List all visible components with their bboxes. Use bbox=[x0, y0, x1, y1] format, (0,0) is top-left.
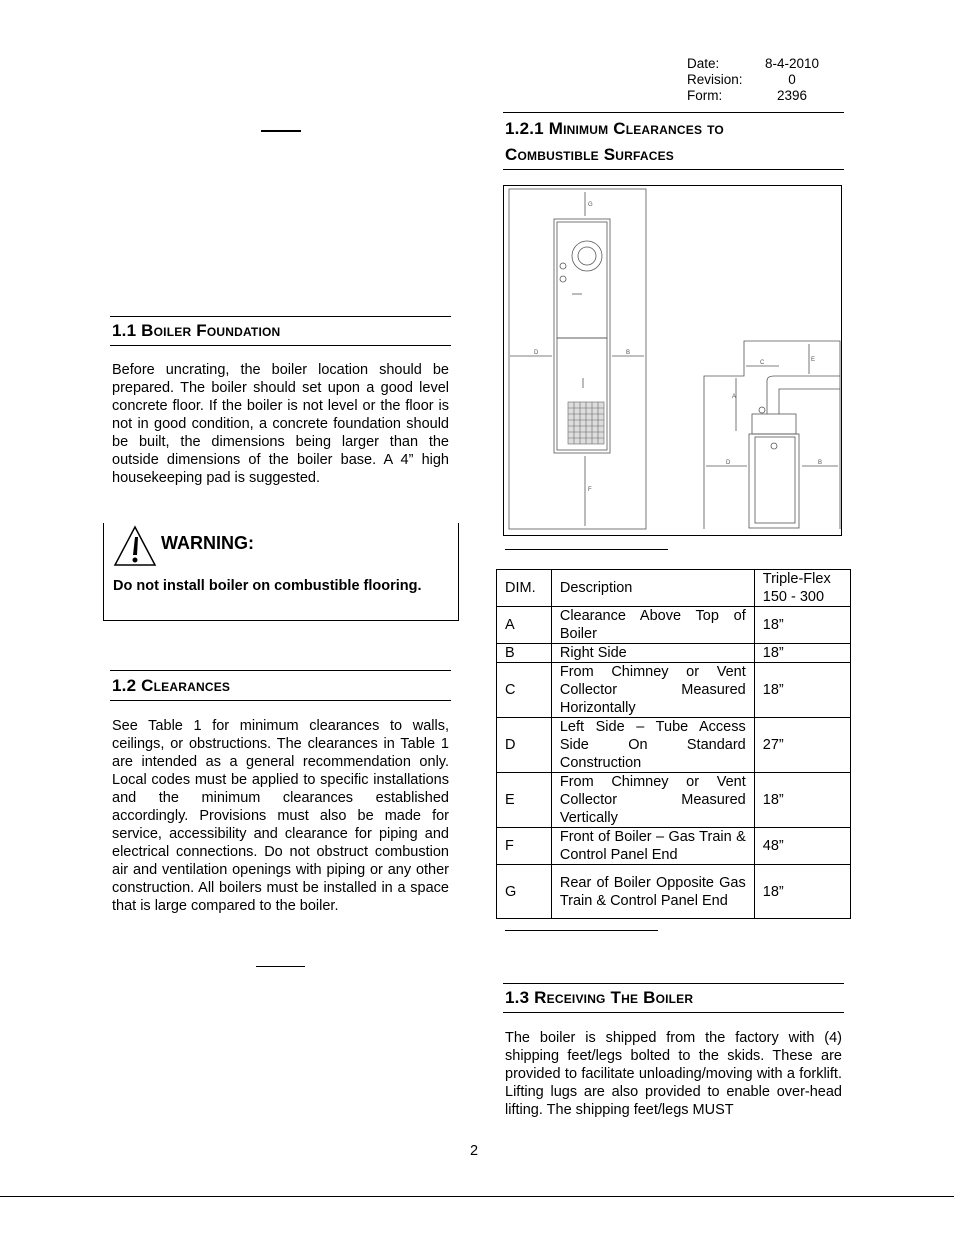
row-description: Clearance Above Top of Boiler bbox=[551, 607, 754, 644]
row-value: 18” bbox=[754, 663, 850, 718]
dim-label-side-a: A bbox=[732, 394, 737, 400]
short-rule-top bbox=[261, 130, 301, 132]
receiving-paragraph: The boiler is shipped from the factory with (4) shipping feet/legs bolted to the skids. These are provided to facilitate unloading/moving with a forklift. Lifting lugs are also provided to enable over-head lifting. The shipping feet/legs MUST bbox=[505, 1030, 842, 1118]
dim-label-side-e: E bbox=[811, 357, 816, 363]
section-rule bbox=[503, 983, 844, 984]
section-rule bbox=[110, 670, 451, 671]
table-row bbox=[497, 644, 851, 663]
row-description: From Chimney or Vent Collector Measured Horizontally bbox=[551, 663, 754, 718]
warning-icon bbox=[113, 525, 157, 567]
dim-label-side-c: C bbox=[760, 360, 765, 366]
row-value: 48” bbox=[754, 828, 850, 865]
section-number: 1.3 bbox=[505, 988, 530, 1007]
table-row bbox=[497, 773, 851, 828]
row-description: Right Side bbox=[551, 644, 754, 663]
table-row bbox=[497, 663, 851, 718]
row-dim: E bbox=[497, 773, 552, 828]
dim-label-side-b: B bbox=[818, 460, 823, 466]
row-value: 18” bbox=[754, 865, 850, 919]
dim-label-front-b: B bbox=[626, 350, 631, 356]
section-rule bbox=[110, 345, 451, 346]
revision-label: Revision: bbox=[687, 72, 743, 87]
clearance-drawing bbox=[504, 186, 841, 535]
table-header-row bbox=[497, 570, 851, 607]
section-title-line1: Minimum Clearances to bbox=[548, 119, 724, 138]
header-dim: DIM. bbox=[497, 570, 552, 607]
row-description: Rear of Boiler Opposite Gas Train & Control Panel End bbox=[551, 865, 754, 919]
short-rule-bottom bbox=[256, 966, 305, 967]
clearance-diagram bbox=[503, 185, 842, 536]
foundation-paragraph: Before uncrating, the boiler location should be prepared. The boiler should set upon a good level concrete floor. If the boiler is not level or the floor is not in good condition, a concrete foundation should be built, the dimensions being larger than the outside dimensions of the boiler base. A 4” high housekeeping pad is suggested. bbox=[112, 362, 449, 486]
dim-label-side-d: D bbox=[726, 460, 731, 466]
footer-rule bbox=[0, 1196, 954, 1197]
section-heading-min-clearances bbox=[505, 116, 724, 168]
row-dim: B bbox=[497, 644, 552, 663]
row-value: 18” bbox=[754, 607, 850, 644]
row-description: Front of Boiler – Gas Train & Control Panel End bbox=[551, 828, 754, 865]
header-model: Triple-Flex 150 - 300 bbox=[754, 570, 850, 607]
table-row bbox=[497, 828, 851, 865]
page-number: 2 bbox=[470, 1143, 479, 1159]
date-label: Date: bbox=[687, 56, 720, 71]
revision-value: 0 bbox=[788, 72, 796, 87]
form-label: Form: bbox=[687, 88, 723, 103]
row-value: 18” bbox=[754, 644, 850, 663]
form-value: 2396 bbox=[776, 88, 808, 103]
section-rule bbox=[503, 169, 844, 170]
row-description: Left Side – Tube Access Side On Standard Construction bbox=[551, 718, 754, 773]
row-value: 18” bbox=[754, 773, 850, 828]
section-rule bbox=[110, 700, 451, 701]
section-number: 1.2 bbox=[112, 676, 137, 695]
warning-text: Do not install boiler on combustible flooring. bbox=[113, 578, 422, 594]
clearance-table bbox=[496, 569, 851, 919]
row-dim: D bbox=[497, 718, 552, 773]
warning-title: WARNING: bbox=[161, 533, 254, 553]
section-title: Clearances bbox=[141, 676, 231, 695]
section-title: Receiving The Boiler bbox=[534, 988, 694, 1007]
row-value: 27” bbox=[754, 718, 850, 773]
header-description: Description bbox=[551, 570, 754, 607]
section-title-line2: Combustible Surfaces bbox=[505, 145, 675, 164]
document-meta bbox=[687, 56, 827, 104]
section-heading-receiving bbox=[505, 985, 693, 1011]
header-rule bbox=[503, 112, 844, 113]
row-dim: F bbox=[497, 828, 552, 865]
section-heading-clearances bbox=[112, 673, 230, 699]
clearances-paragraph: See Table 1 for minimum clearances to walls, ceilings, or obstructions. The clearances in Table 1 are intended as a general recommendation only. Local codes must be applied to specific installations and the minimum clearances established accordingly. Provisions must also be made for service, accessibility and clearance for piping and electrical connections. Do not obstruct combustion air and ventilation openings with piping or any other construction. All boilers must be installed in a space that is large compared to the boiler. bbox=[112, 718, 449, 914]
section-title: Boiler Foundation bbox=[141, 321, 281, 340]
section-heading-foundation bbox=[112, 318, 280, 344]
dim-label-front-g: G bbox=[588, 202, 593, 208]
row-description: From Chimney or Vent Collector Measured Vertically bbox=[551, 773, 754, 828]
section-rule bbox=[503, 1012, 844, 1013]
row-dim: C bbox=[497, 663, 552, 718]
caption-rule bbox=[505, 930, 658, 931]
dim-label-front-d: D bbox=[534, 350, 539, 356]
dim-label-front-f: F bbox=[588, 487, 592, 493]
table-row bbox=[497, 718, 851, 773]
table-row bbox=[497, 607, 851, 644]
box-border bbox=[103, 523, 104, 621]
section-rule bbox=[110, 316, 451, 317]
section-number: 1.1 bbox=[112, 321, 137, 340]
table-row bbox=[497, 865, 851, 919]
warning-box bbox=[103, 523, 459, 621]
row-dim: G bbox=[497, 865, 552, 919]
caption-rule bbox=[505, 549, 668, 550]
row-dim: A bbox=[497, 607, 552, 644]
section-number: 1.2.1 bbox=[505, 119, 544, 138]
date-value: 8-4-2010 bbox=[764, 56, 820, 71]
